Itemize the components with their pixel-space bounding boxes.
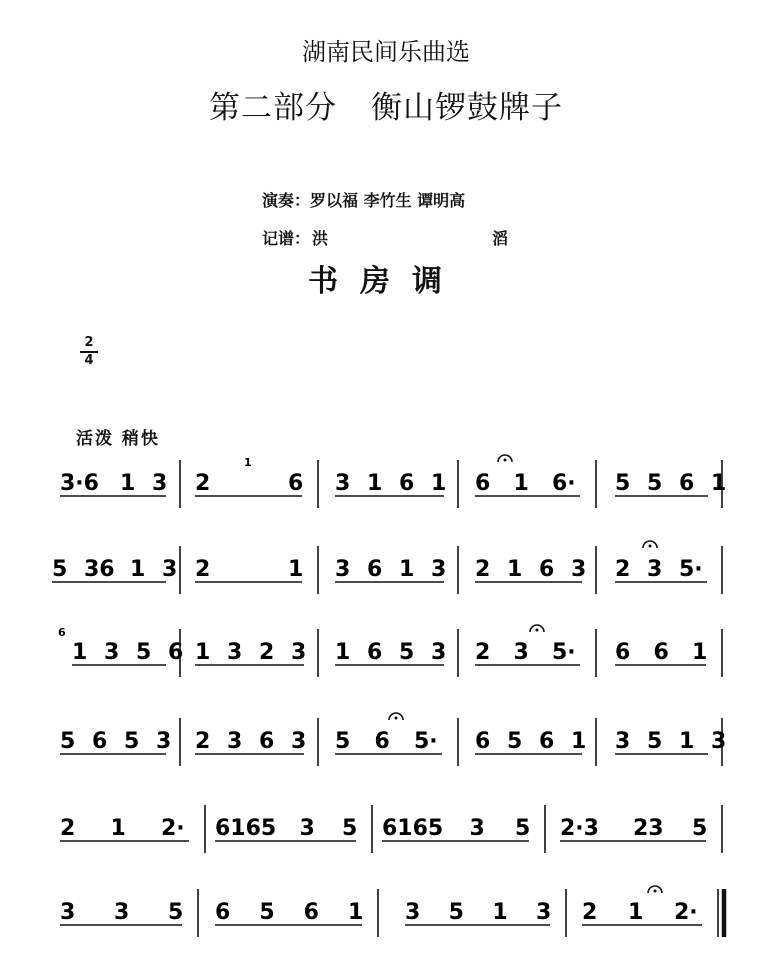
notation-name-1: 洪: [312, 229, 329, 248]
time-signature-top: 2: [84, 335, 94, 350]
score-note-group: 6: [615, 640, 631, 665]
score-note-group: 3: [711, 729, 727, 754]
score-note-group: 6: [539, 557, 555, 582]
score-note-group: 5: [124, 729, 140, 754]
score-note-group: 2: [195, 729, 211, 754]
score-note-group: 5·: [414, 729, 438, 754]
score-note-group: 5: [259, 900, 275, 925]
score-note-group: 3·6: [60, 471, 99, 496]
score-note-group: 5: [136, 640, 152, 665]
score-note-group: 5: [448, 900, 464, 925]
score-note-group: 3: [405, 900, 421, 925]
score-note-group: 5: [399, 640, 415, 665]
score-note-group: 1: [571, 729, 587, 754]
score-note-group: 5: [647, 471, 663, 496]
score-note-group: 5: [168, 900, 184, 925]
score-note-group: 2·: [161, 816, 185, 841]
score-note-group: 1: [335, 640, 351, 665]
score-note-group: 1: [120, 471, 136, 496]
score-note-group: 5: [335, 729, 351, 754]
score-note-group: 6: [303, 900, 319, 925]
score-note-group: 23: [633, 816, 664, 841]
score-note-group: 3: [114, 900, 130, 925]
score-note-group: 1: [367, 471, 383, 496]
score-note-group: 2: [615, 557, 631, 582]
score-note-group: 3: [104, 640, 120, 665]
score-note-group: 1: [492, 900, 508, 925]
score-note-group: 3: [299, 816, 315, 841]
grace-note: 1: [244, 456, 252, 469]
score-note-group: 3: [647, 557, 663, 582]
score-note-group: 5·: [552, 640, 576, 665]
score-note-group: 2: [195, 471, 211, 496]
tune-title: 书房调: [308, 264, 464, 299]
score-note-group: 3: [536, 900, 552, 925]
score-note-group: 3: [60, 900, 76, 925]
score-note-group: 6: [539, 729, 555, 754]
score-note-group: 3: [152, 471, 168, 496]
score-note-group: 6: [399, 471, 415, 496]
score-note-group: 6: [168, 640, 184, 665]
score-note-group: 1: [711, 471, 727, 496]
section-part: 第二部分: [209, 90, 337, 126]
score-note-group: 5: [507, 729, 523, 754]
notation-name-2: 滔: [492, 229, 509, 248]
score-note-group: 1: [431, 471, 447, 496]
score-note-group: 2: [195, 557, 211, 582]
score-note-group: 3: [571, 557, 587, 582]
collection-title: 湖南民间乐曲选: [302, 38, 470, 66]
score-note-group: 6: [374, 729, 390, 754]
score-note-group: 1: [348, 900, 364, 925]
score-note-group: 2: [475, 557, 491, 582]
score-note-group: 3: [431, 557, 447, 582]
score-note-group: 3: [615, 729, 631, 754]
score-note-group: 6: [475, 729, 491, 754]
score-note-group: 1: [130, 557, 146, 582]
fermata-dot: [654, 890, 657, 893]
score-note-group: 2: [259, 640, 275, 665]
section-name: 衡山锣鼓牌子: [371, 90, 563, 126]
fermata-dot: [536, 629, 539, 632]
score-note-group: 3: [469, 816, 485, 841]
score-note-group: 2: [60, 816, 76, 841]
score-note-group: 1: [507, 557, 523, 582]
score-note-group: 2·3: [560, 816, 599, 841]
score-note-group: 6: [259, 729, 275, 754]
notation-label: 记谱：: [262, 229, 311, 248]
score-note-group: 1: [399, 557, 415, 582]
score-note-group: 6: [475, 471, 491, 496]
tempo-marking: 活泼 稍快: [76, 429, 160, 449]
time-signature-bottom: 4: [84, 353, 94, 368]
score-note-group: 2: [475, 640, 491, 665]
score-note-group: 1: [110, 816, 126, 841]
fermata-dot: [649, 545, 652, 548]
score-note-group: 1: [288, 557, 304, 582]
fermata-dot: [395, 717, 398, 720]
score-note-group: 1: [195, 640, 211, 665]
score-note-group: 3: [291, 640, 307, 665]
score-note-group: 5: [647, 729, 663, 754]
score-note-group: 5·: [679, 557, 703, 582]
score-note-group: 1: [679, 729, 695, 754]
score-note-group: 6: [92, 729, 108, 754]
score-note-group: 3: [227, 640, 243, 665]
score-note-group: 6: [288, 471, 304, 496]
score-note-group: 3: [156, 729, 172, 754]
score-note-group: 1: [72, 640, 88, 665]
score-note-group: 5: [515, 816, 531, 841]
score-note-group: 3: [227, 729, 243, 754]
score-note-group: 1: [628, 900, 644, 925]
score-note-group: 36: [84, 557, 115, 582]
score-note-group: 2·: [674, 900, 698, 925]
score-note-group: 6: [653, 640, 669, 665]
score-note-group: 3: [162, 557, 178, 582]
score-note-group: 2: [582, 900, 598, 925]
score-note-group: 5: [342, 816, 358, 841]
score-note-group: 6: [215, 900, 231, 925]
score-note-group: 1: [513, 471, 529, 496]
fermata-dot: [504, 459, 507, 462]
score-note-group: 1: [692, 640, 708, 665]
score-note-group: 6·: [552, 471, 576, 496]
grace-note: 6: [58, 626, 66, 639]
score-note-group: 3: [335, 557, 351, 582]
score-note-group: 5: [615, 471, 631, 496]
score-note-group: 6: [679, 471, 695, 496]
score-note-group: 3: [291, 729, 307, 754]
score-note-group: 6: [367, 557, 383, 582]
score-note-group: 3: [335, 471, 351, 496]
score-note-group: 5: [60, 729, 76, 754]
score-note-group: 5: [52, 557, 68, 582]
score-note-group: 6: [367, 640, 383, 665]
score-note-group: 3: [513, 640, 529, 665]
score-note-group: 5: [692, 816, 708, 841]
score-note-group: 6165: [382, 816, 444, 841]
performers-credit: 演奏：罗以福 李竹生 谭明高: [262, 191, 466, 210]
score-note-group: 3: [431, 640, 447, 665]
score-note-group: 6165: [215, 816, 277, 841]
